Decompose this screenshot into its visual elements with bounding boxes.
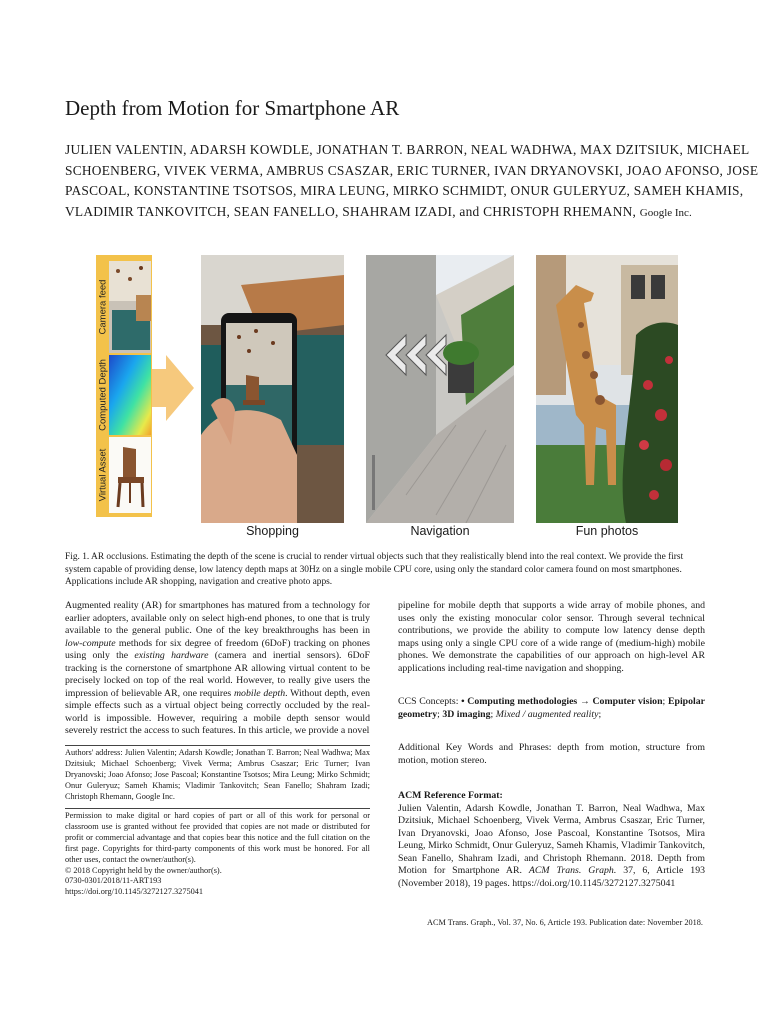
teaser-figure [96,255,678,545]
authors-address: Authors' address: Julien Valentin; Adarsh Kowdle; Jonathan T. Barron; Neal Wadhwa; Max Dzitsiuk; Michael Schoenberg; Vivek Verma; Ambrus Csaszar; Eric Turner; Ivan Dryanovski; Joao Afonso; Jose Pascoal; Konstantine Tsotsos; Mira Leung; Mirko Schmidt; Onur Guleryuz; Sameh Khamis; Vladimir Tankovitch; Sean Fanello; Shahram Izadi; Christoph Rhemann, Google Inc. [65,748,370,801]
author-names: JULIEN VALENTIN, ADARSH KOWDLE, JONATHAN T. BARRON, NEAL WADHWA, MAX DZITSIUK, MICHAEL SCHOENBERG, VIVEK VERMA, AMBRUS CSASZAR, ERIC TURNER, IVAN DRYANOVSKI, JOAO AFONSO, JOSE PASCOAL, KONSTANTINE TSOTSOS, MIRA LEUNG, MIRKO SCHMIDT, ONUR GULERYUZ, SAMEH KHAMIS, VLADIMIR TANKOVITCH, SEAN FANELLO, SHAHRAM IZADI, and CHRISTOPH RHEMANN, [65,142,759,219]
ccs-concept: 3D imaging [442,708,491,720]
panel-label-shopping: Shopping [246,524,299,538]
panel-label-fun-photos: Fun photos [575,524,639,538]
issn-line: 0730-0301/2018/11-ART193 [65,876,162,886]
permission-text: Permission to make digital or hard copies of part or all of this work for personal or classroom use is granted without fee provided that copies are not made or distributed for profit or commercial advantage and that copies bear this notice and the full citation on the first page. Copyrights for third-party components of this work must be honored. For all other uses, contact the owner/author(s). [65,811,370,864]
ccs-bullet: • [461,696,468,707]
permission-rule [65,808,370,809]
doi-link[interactable]: https://doi.org/10.1145/3272127.3275041 [65,887,204,897]
shopping-scene [201,255,344,523]
navigation-scene [366,255,514,523]
fun-photos-photo [536,255,678,523]
intro-paragraph-right: pipeline for mobile depth that supports a wide array of mobile phones, and uses only the existing monocular color sensor. Through several technical contributions, we provide the ability to compute low latency dense depth maps using only a single CPU core of a wide range of (medium-high) mobile phones. We demonstrate the capabilities of our approach on high-level AR applications including real-time navigation and shopping. [398,600,705,674]
intro-text: (camera and inertial sensors). 6DoF tracking is the cornerstone of smartphone AR allowing virtual content to be precisely locked on top of the real world. However, to really give users the impression of believable AR, one requires [65,650,370,699]
intro-emphasis: existing hardware [134,650,209,662]
intro-paragraph-left [65,600,370,738]
ccs-separator: ; [662,696,668,707]
acm-reference-text: 37, 6, Article 193 (November 2018), 19 pages. https://doi.org/10.1145/3272127.3275041 [398,865,705,889]
affiliation: Google Inc. [639,206,692,219]
strip-label-computed-depth: Computed Depth [97,359,109,431]
ccs-separator: ; [598,708,602,720]
intro-text: . Without depth, even simple effects such as a virtual object being correctly occluded by the real-world is impossible. However, requiring a mobile depth sensor would severely restrict the access to such features. In this article, we provide a novel [65,687,370,737]
fun-photos-scene [536,255,678,523]
permission-notice [65,811,370,898]
intro-text: Augmented reality (AR) for smartphones has matured from a technology for earlier adopters, available only on select high-end phones, to one that is truly available to the general public. One of the key breakthroughs has been in [65,600,370,637]
author-list [65,140,765,223]
ccs-concept: Mixed / augmented reality [495,708,599,720]
ccs-concept: Epipolar geometry [398,696,705,720]
ccs-prefix: CCS Concepts: [398,696,462,707]
arrow-icon [152,355,194,421]
acm-reference-journal: ACM Trans. Graph. [528,865,617,877]
intro-text: methods for six degree of freedom (6DoF) tracking on phones using only the [65,637,370,662]
intro-emphasis: mobile depth [233,687,286,699]
ccs-concept: Computing methodologies → Computer vision [467,696,663,707]
intro-emphasis: low-compute [65,637,116,649]
acm-reference-text: Julien Valentin, Adarsh Kowdle, Jonathan T. Barron, Neal Wadhwa, Max Dzitsiuk, Michael Schoenberg, Vivek Verma, Ambrus Csaszar, Eric Turner, Ivan Dryanovski, Joao Afonso, Jose Pascoal, Konstantine Tsotsos, Mira Leung, Mirko Schmidt, Onur Guleryuz, Sameh Khamis, Vladimir Tankovitch, Sean Fanello, Shahram Izadi, and Christoph Rhemann. 2018. Depth from Motion for Smartphone AR. [398,802,705,877]
ccs-separator: ; [437,708,443,720]
page-footer: ACM Trans. Graph., Vol. 37, No. 6, Article 193. Publication date: November 2018. [426,918,703,927]
acm-reference-heading: ACM Reference Format: [398,790,503,801]
ccs-separator: ; [490,708,496,720]
navigation-photo [366,255,514,523]
shopping-photo [201,255,344,523]
footnote-rule [65,745,370,746]
acm-reference [398,790,705,890]
paper-title: Depth from Motion for Smartphone AR [65,96,400,120]
pipeline-strip [96,255,152,517]
strip-label-camera-feed: Camera feed [97,279,109,335]
panel-label-navigation: Navigation [410,524,470,538]
keywords: Additional Key Words and Phrases: depth from motion, structure from motion, motion stereo. [398,742,705,766]
ccs-concepts [398,696,705,721]
copyright-line: © 2018 Copyright held by the owner/author(s). [65,865,222,875]
strip-label-virtual-asset: Virtual Asset [97,448,109,502]
figure-caption: Fig. 1. AR occlusions. Estimating the depth of the scene is crucial to render virtual objects such that they realistically blend into the real context. We provide the first system capable of providing dense, low latency depth maps at 30Hz on a single mobile CPU core, using only the standard color camera found on most smartphones. Applications include AR shopping, navigation and creative photo apps. [65,552,684,588]
